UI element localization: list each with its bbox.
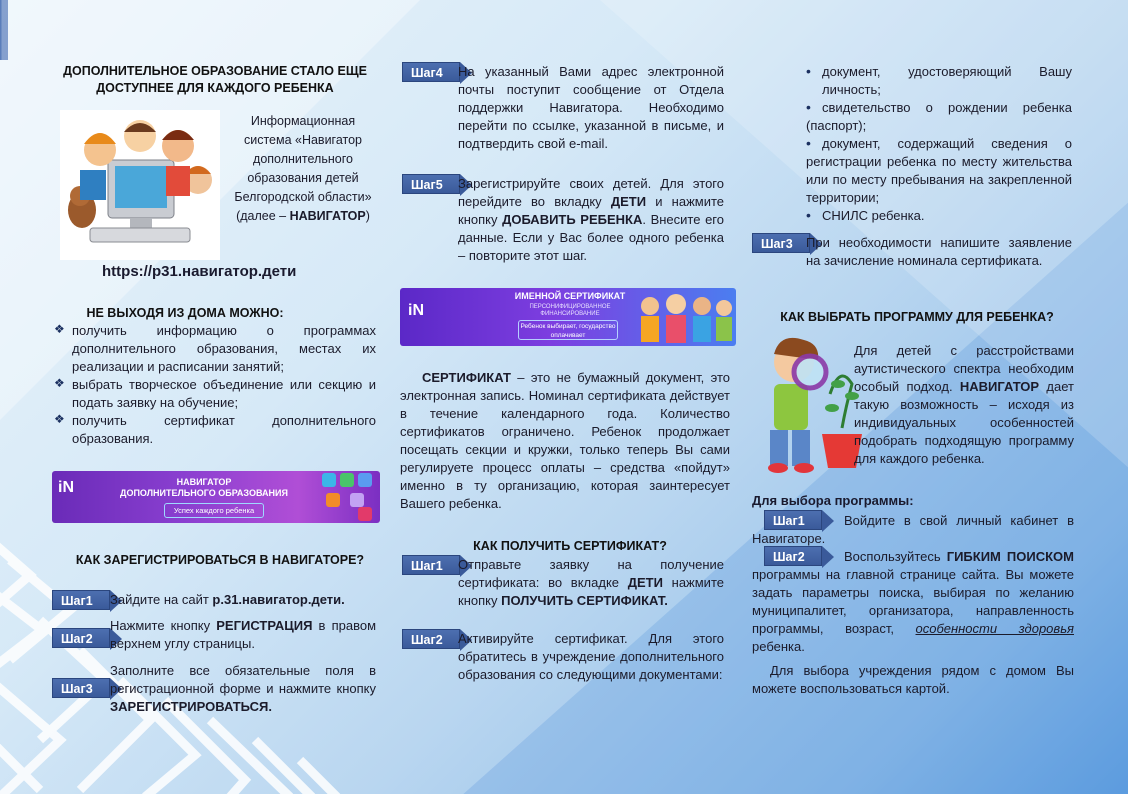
autism-text-bold: НАВИГАТОР — [959, 379, 1040, 394]
diamond-bullet-icon: ❖ — [54, 322, 65, 336]
step-text: Воспользуйтесь — [844, 549, 947, 564]
can-item-text: получить сертификат дополнительного образования. — [72, 413, 376, 446]
map-text: Для выбора учреждения рядом с домом Вы можете воспользоваться картой. — [752, 663, 1074, 696]
certificate-banner-caption: Ребенок выбирает, государство оплачивает — [518, 320, 618, 340]
step-text-bold: ЗАРЕГИСТРИРОВАТЬСЯ. — [110, 699, 273, 714]
choice-title: Для выбора программы: — [752, 493, 914, 508]
step-5-badge: Шаг5 — [402, 174, 460, 194]
intro-suffix: ) — [365, 209, 370, 223]
can-title: НЕ ВЫХОДЯ ИЗ ДОМА МОЖНО: — [86, 306, 284, 320]
choose-step-1-text: Войдите в свой личный кабинет в Навигаторе. — [752, 513, 1074, 546]
autism-text-part: дает такую возможность – исходя из индивидуальных особенностей подобрать подходящую программу для каждого ребенка. — [854, 379, 1074, 466]
navigator-url[interactable]: https://р31.навигатор.дети — [102, 263, 297, 280]
step-2-badge: Шаг2 — [52, 628, 110, 648]
certificate-bold: СЕРТИФИКАТ — [422, 370, 511, 385]
document-text: документ, удостоверяющий Вашу личность; — [822, 64, 1072, 97]
diamond-bullet-icon: ❖ — [54, 376, 65, 390]
step-1-badge: Шаг1 — [402, 555, 460, 575]
can-item-text: выбрать творческое объединение или секцию и подать заявку на обучение; — [72, 377, 376, 410]
step-text: . Внесите его данные. Если у Вас более одного ребенка – повторите этот шаг. — [458, 212, 724, 263]
step-text-underlined: особенности здоровья — [915, 621, 1074, 636]
step-text: Зайдите на сайт — [110, 592, 213, 607]
step-text-bold: р.31.навигатор.дети. — [212, 592, 345, 607]
document-text: документ, содержащий сведения о регистрации ребенка по месту жительства или по месту пребывания на закрепленной территории; — [806, 136, 1072, 205]
step-text-bold: ПОЛУЧИТЬ СЕРТИФИКАТ. — [501, 593, 668, 608]
step-text: и нажмите кнопку — [458, 194, 724, 227]
page-title: ДОПОЛНИТЕЛЬНОЕ ОБРАЗОВАНИЕ СТАЛО ЕЩЕ ДОСТУПНЕЕ ДЛЯ КАЖДОГО РЕБЕНКА — [63, 64, 367, 95]
step-text: Заполните все обязательные поля в регистрационной форме и нажмите кнопку — [110, 663, 376, 696]
get-certificate-title: КАК ПОЛУЧИТЬ СЕРТИФИКАТ? — [473, 539, 667, 553]
step-text: Нажмите кнопку — [110, 618, 217, 633]
autism-text-part: Для детей с расстройствами аутистического спектра необходим особый подход. — [854, 343, 1074, 394]
step-3-badge: Шаг3 — [752, 233, 810, 253]
step3-text: При необходимости напишите заявление на зачисление номинала сертификата. — [806, 235, 1072, 268]
diamond-bullet-icon: ❖ — [54, 412, 65, 426]
step-3-badge: Шаг3 — [52, 678, 110, 698]
certificate-banner-sub: ПЕРСОНИФИЦИРОВАННОЕ ФИНАНСИРОВАНИЕ — [529, 304, 611, 317]
navigator-logo-icon: iN — [408, 302, 424, 319]
dot-bullet-icon: • — [806, 135, 811, 151]
navigator-logo-icon: iN — [58, 479, 74, 496]
register-title: КАК ЗАРЕГИСТРИРОВАТЬСЯ В НАВИГАТОРЕ? — [75, 553, 365, 567]
certificate-text: – это не бумажный документ, это электронная запись. Номинал сертификата действует в течение календарного года. Количество сертификатов ограничено. Ребенок продолжает посещать секции и кружки, только теперь Вы сами регулируете процесс оплаты – средства «пойдут» именно в ту организацию, которая заинтересует Вашего ребенка. — [400, 370, 730, 511]
step-text-bold: ДОБАВИТЬ РЕБЕНКА — [502, 212, 643, 227]
step-text-bold: ГИБКИМ ПОИСКОМ — [946, 549, 1074, 564]
certificate-banner-title: ИМЕННОЙ СЕРТИФИКАТ — [514, 291, 626, 301]
document-text: СНИЛС ребенка. — [822, 208, 925, 223]
document-text: свидетельство о рождении ребенка (паспорт); — [806, 100, 1072, 133]
banner-title-line2: ДОПОЛНИТЕЛЬНОГО ОБРАЗОВАНИЯ — [120, 488, 288, 498]
banner-caption: Успех каждого ребенка — [164, 503, 264, 518]
step-text: нажмите кнопку — [458, 575, 724, 608]
get-step-2-text: Активируйте сертификат. Для этого обратитесь в учреждение дополнительного образования со следующими документами: — [458, 631, 724, 682]
dot-bullet-icon: • — [806, 63, 811, 79]
choose-program-title: КАК ВЫБРАТЬ ПРОГРАММУ ДЛЯ РЕБЕНКА? — [780, 310, 1054, 324]
step-4-badge: Шаг4 — [402, 62, 460, 82]
step-text: ребенка. — [752, 639, 805, 654]
step-text-bold: ДЕТИ — [610, 194, 647, 209]
can-item-text: получить информацию о программах дополнительного образования, местах их реализации и расписании занятий; — [72, 323, 376, 374]
dot-bullet-icon: • — [806, 99, 811, 115]
step-text: Отправьте заявку на получение сертификата: во вкладке — [458, 557, 724, 590]
step-text-bold: ДЕТИ — [627, 575, 663, 590]
step-1-badge: Шаг1 — [52, 590, 110, 610]
step-text-suffix: в правом верхнем углу страницы. — [110, 618, 377, 651]
step-text: Зарегистрируйте своих детей. Для этого перейдите во вкладку — [458, 176, 724, 209]
step-2-badge: Шаг2 — [764, 546, 822, 566]
dot-bullet-icon: • — [806, 207, 811, 223]
step-text-bold: РЕГИСТРАЦИЯ — [216, 618, 313, 633]
step-2-badge: Шаг2 — [402, 629, 460, 649]
step-1-badge: Шаг1 — [764, 510, 822, 530]
intro-bold: НАВИГАТОР — [289, 209, 366, 223]
banner-title-line1: НАВИГАТОР — [176, 477, 232, 487]
step4-text: На указанный Вами адрес электронной почты поступит сообщение от Отдела поддержки Навигатора. Необходимо перейти по ссылке, указанной в письме, и подтвердить свой e-mail. — [458, 64, 724, 151]
intro-prefix: Информационная система «Навигатор дополнительного образования детей Белгородской области» (далее – — [234, 114, 372, 223]
step-text: программы на главной странице сайта. Вы можете задать параметры поиска, выбирая по желанию муниципалитет, организатора, направленность программы, возраст, — [752, 567, 1074, 636]
